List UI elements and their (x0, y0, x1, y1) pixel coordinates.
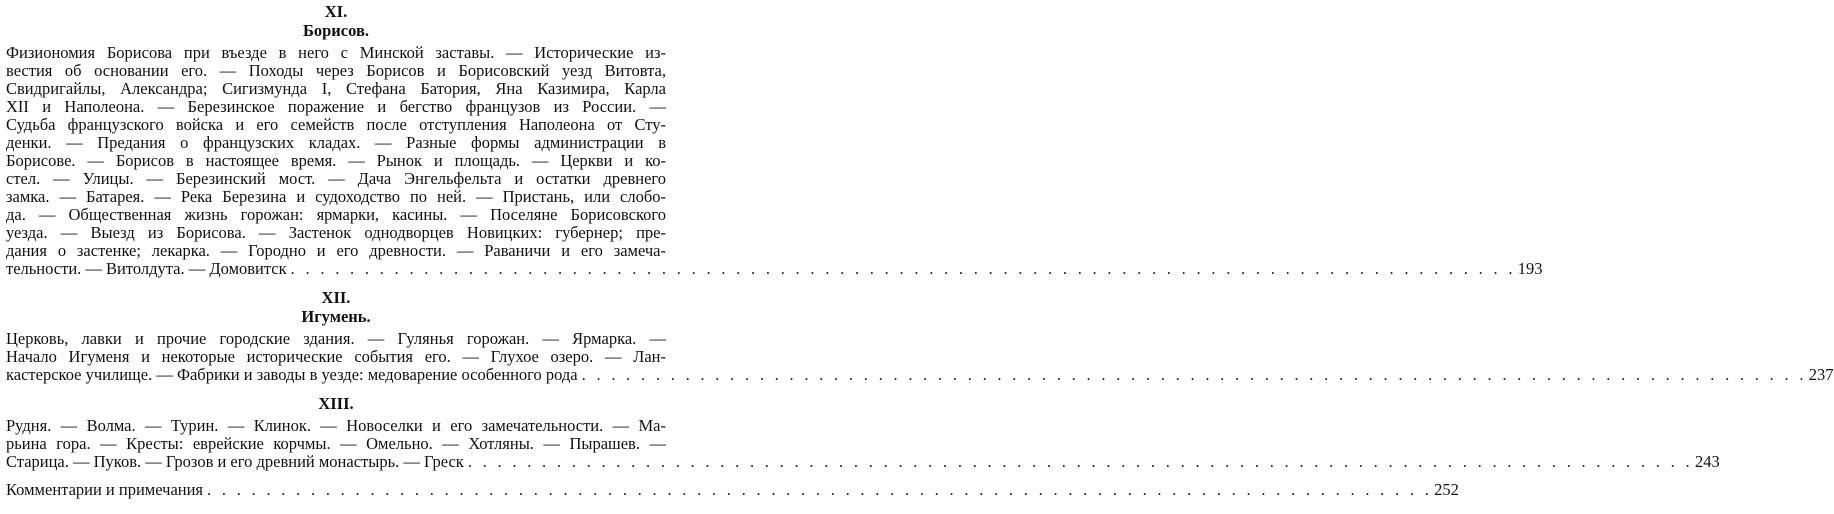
commentary-entry (6, 480, 1459, 499)
summary-line: Старица. — Пуков. — Грозов и его древний монастырь. — Греск (6, 452, 464, 471)
summary-line: замка. — Батарея. — Река Березина и судоходство по ней. — Пристань, или слобо- (6, 187, 666, 206)
summary-line: Церковь, лавки и прочие городские здания. — Гулянья горожан. — Ярмарка. — (6, 329, 666, 348)
toc-page (0, 2, 1834, 514)
summary-line: дания о застенке; лекарка. — Городно и его древности. — Раваничи и его замеча- (6, 241, 666, 260)
section-xii (6, 288, 1834, 384)
section-title: Игумень. (301, 307, 371, 326)
section-xiii (6, 394, 1720, 471)
section-xi (6, 2, 1543, 278)
summary-last-line (6, 365, 1834, 384)
summary-last-line (6, 452, 1720, 471)
summary-line: Борисове. — Борисов в настоящее время. — Рынок и площадь. — Церкви и ко- (6, 151, 666, 170)
summary-line: Физиономия Борисова при въезде в него с Минской заставы. — Исторические из- (6, 43, 666, 62)
summary-line: XII и Наполеона. — Березинское поражение и бегство французов из России. — (6, 97, 666, 116)
section-summary (6, 329, 1834, 384)
commentary-label: Комментарии и примечания (6, 480, 204, 499)
summary-line: Судьба французского войска и его семейств после отступления Наполеона от Сту- (6, 115, 666, 134)
dot-leader: . . . . . . . . . . . . . . . . . . . . . . . . . . . . . . . . . . . . . . . . . . . . . . . . . . . . . . . . . . . . . . . . . . . . . . . . . . . . . . . . . . . (207, 480, 1433, 499)
summary-line: Свидригайлы, Александра; Сигизмунда I, Стефана Батория, Яна Казимира, Карла (6, 79, 666, 98)
section-number: XI. (324, 2, 348, 21)
summary-line: вестия об основании его. — Походы через Борисов и Борисовский уезд Витовта, (6, 61, 666, 80)
summary-last-line (6, 259, 1543, 278)
summary-line: тельности. — Витолдута. — Домовитск (6, 259, 287, 278)
summary-line: Начало Игуменя и некоторые исторические события его. — Глухое озеро. — Лан- (6, 347, 666, 366)
section-number: XIII. (318, 394, 354, 413)
summary-line: Рудня. — Волма. — Турин. — Клинок. — Новоселки и его замечательности. — Ма- (6, 416, 666, 435)
summary-line: рьина гора. — Кресты: еврейские корчмы. — Омельно. — Хотляны. — Пырашев. — (6, 434, 666, 453)
section-number: XII. (321, 288, 351, 307)
section-title: Борисов. (302, 21, 370, 40)
summary-line: да. — Общественная жизнь горожан: ярмарки, касины. — Поселяне Борисовского (6, 205, 666, 224)
page-number: 193 (1517, 259, 1543, 278)
section-summary (6, 43, 1543, 278)
page-number: 252 (1434, 480, 1459, 499)
page-number: 237 (1808, 365, 1834, 384)
page-number: 243 (1694, 452, 1720, 471)
summary-line: кастерское училище. — Фабрики и заводы в уезде: медоварение особенного рода (6, 365, 578, 384)
dot-leader: . . . . . . . . . . . . . . . . . . . . . . . . . . . . . . . . . . . . . . . . . . . . . . . . . . . . . . . . . . . . . . . . . . . . . . . . . . . . . . . . . . . (467, 452, 1693, 471)
summary-line: уезда. — Выезд из Борисова. — Застенок однодворцев Новицких: губернер; пре- (6, 223, 666, 242)
section-summary (6, 416, 1720, 471)
summary-line: стел. — Улицы. — Березинский мост. — Дача Энгельфельта и остатки древнего (6, 169, 666, 188)
dot-leader: . . . . . . . . . . . . . . . . . . . . . . . . . . . . . . . . . . . . . . . . . . . . . . . . . . . . . . . . . . . . . . . . . . . . . . . . . . . . . . . . . . . (290, 259, 1516, 278)
dot-leader: . . . . . . . . . . . . . . . . . . . . . . . . . . . . . . . . . . . . . . . . . . . . . . . . . . . . . . . . . . . . . . . . . . . . . . . . . . . . . . . . . . . (581, 365, 1807, 384)
commentary-line (6, 480, 1459, 499)
summary-line: денки. — Предания о французских кладах. — Разные формы администрации в (6, 133, 666, 152)
